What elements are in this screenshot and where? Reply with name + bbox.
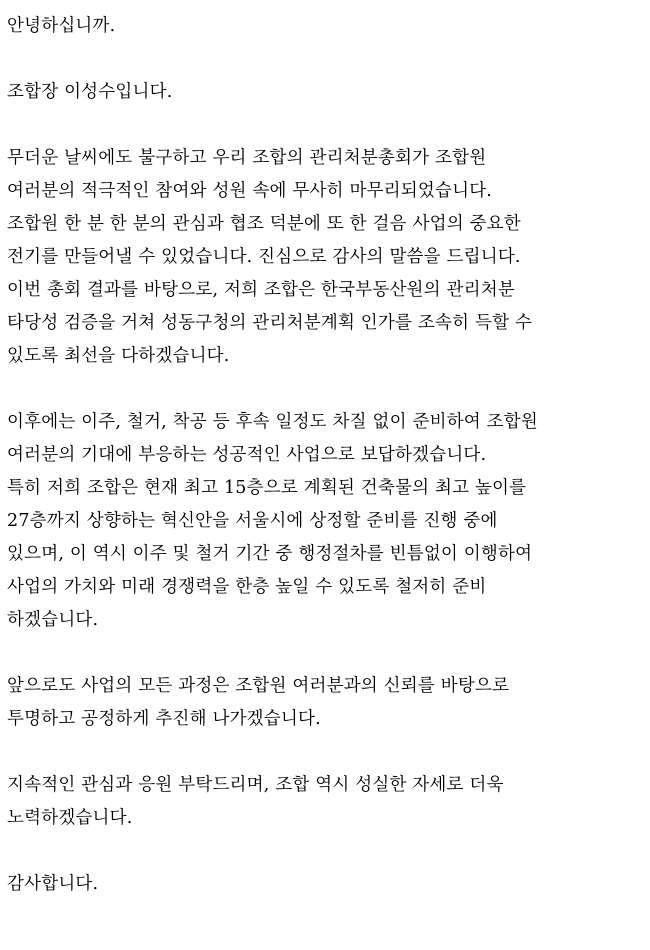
closing-paragraph bbox=[7, 868, 643, 901]
greeting-line: 안녕하십니까. bbox=[7, 16, 116, 36]
paragraph-line: 지속적인 관심과 응원 부탁드리며, 조합 역시 성실한 자세로 더욱 bbox=[7, 775, 504, 795]
body-paragraph-3 bbox=[7, 670, 643, 736]
intro-paragraph bbox=[7, 76, 643, 109]
paragraph-line: 투명하고 공정하게 추진해 나가겠습니다. bbox=[7, 709, 321, 729]
paragraph-line: 여러분의 적극적인 참여와 성원 속에 무사히 마무리되었습니다. bbox=[7, 181, 493, 201]
paragraph-line: 여러분의 기대에 부응하는 성공적인 사업으로 보답하겠습니다. bbox=[7, 445, 487, 465]
paragraph-line: 앞으로도 사업의 모든 과정은 조합원 여러분과의 신뢰를 바탕으로 bbox=[7, 676, 510, 696]
closing-line: 감사합니다. bbox=[7, 874, 99, 894]
greeting-paragraph bbox=[7, 10, 643, 43]
paragraph-line: 특히 저희 조합은 현재 최고 15층으로 계획된 건축물의 최고 높이를 bbox=[7, 478, 527, 498]
paragraph-line: 타당성 검증을 거쳐 성동구청의 관리처분계획 인가를 조속히 득할 수 bbox=[7, 313, 533, 333]
paragraph-line: 하겠습니다. bbox=[7, 610, 99, 630]
paragraph-line: 노력하겠습니다. bbox=[7, 808, 133, 828]
body-paragraph-2 bbox=[7, 406, 643, 637]
paragraph-line: 조합원 한 분 한 분의 관심과 협조 덕분에 또 한 걸음 사업의 중요한 bbox=[7, 214, 521, 234]
body-paragraph-1 bbox=[7, 142, 643, 373]
body-paragraph-4 bbox=[7, 769, 643, 835]
intro-line: 조합장 이성수입니다. bbox=[7, 82, 173, 102]
paragraph-line: 무더운 날씨에도 불구하고 우리 조합의 관리처분총회가 조합원 bbox=[7, 148, 487, 168]
paragraph-line: 전기를 만들어낼 수 있었습니다. 진심으로 감사의 말씀을 드립니다. bbox=[7, 247, 521, 267]
paragraph-line: 27층까지 상향하는 혁신안을 서울시에 상정할 준비를 진행 중에 bbox=[7, 511, 498, 531]
paragraph-line: 이번 총회 결과를 바탕으로, 저희 조합은 한국부동산원의 관리처분 bbox=[7, 280, 515, 300]
letter-document bbox=[7, 10, 643, 934]
paragraph-line: 있으며, 이 역시 이주 및 철거 기간 중 행정절차를 빈틈없이 이행하여 bbox=[7, 544, 533, 564]
paragraph-line: 있도록 최선을 다하겠습니다. bbox=[7, 346, 230, 366]
paragraph-line: 이후에는 이주, 철거, 착공 등 후속 일정도 차질 없이 준비하여 조합원 bbox=[7, 412, 538, 432]
paragraph-line: 사업의 가치와 미래 경쟁력을 한층 높일 수 있도록 철저히 준비 bbox=[7, 577, 487, 597]
